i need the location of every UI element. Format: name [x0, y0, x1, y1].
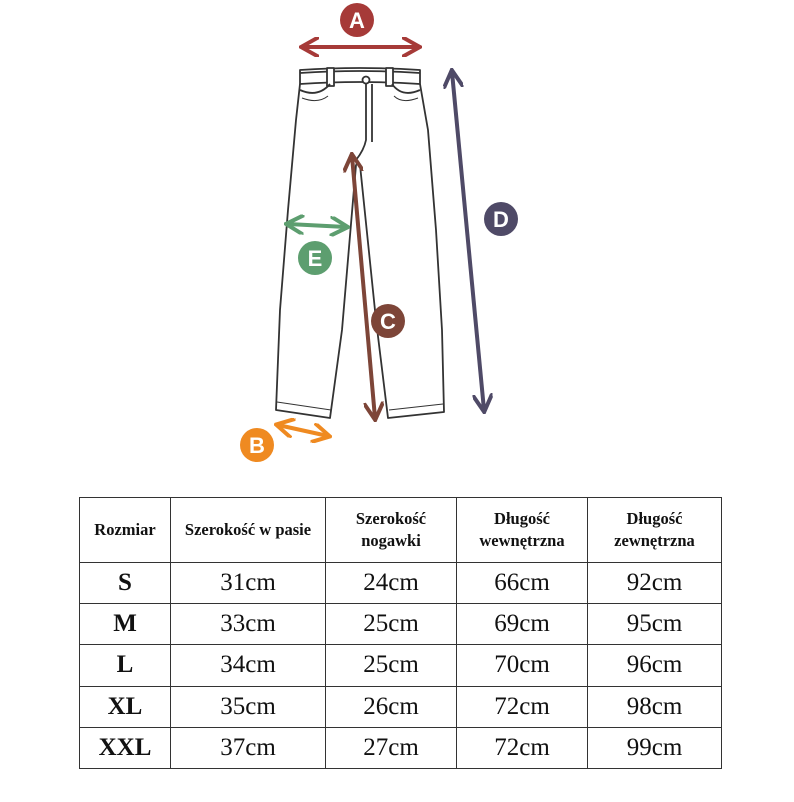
- cell-waist-width: 31cm: [171, 563, 326, 604]
- cell-leg-width: 24cm: [326, 563, 457, 604]
- header-waist-width: Szerokość w pasie: [171, 498, 326, 563]
- cell-size: XL: [80, 686, 171, 727]
- cell-inner-length: 72cm: [457, 686, 588, 727]
- arrow-e: [288, 224, 346, 227]
- cell-outer-length: 98cm: [588, 686, 722, 727]
- header-outer-length: Długość zewnętrzna: [588, 498, 722, 563]
- cell-inner-length: 69cm: [457, 604, 588, 645]
- table-row: [80, 686, 722, 727]
- table-header-row: [80, 498, 722, 563]
- table-row: [80, 563, 722, 604]
- cell-leg-width: 27cm: [326, 727, 457, 768]
- cell-outer-length: 99cm: [588, 727, 722, 768]
- cell-waist-width: 37cm: [171, 727, 326, 768]
- cell-size: M: [80, 604, 171, 645]
- cell-inner-length: 70cm: [457, 645, 588, 686]
- cell-leg-width: 25cm: [326, 645, 457, 686]
- arrow-d: [452, 72, 484, 410]
- label-a: A: [349, 8, 365, 33]
- cell-leg-width: 26cm: [326, 686, 457, 727]
- cell-waist-width: 34cm: [171, 645, 326, 686]
- size-table: [79, 497, 722, 769]
- table-row: [80, 645, 722, 686]
- label-b: B: [249, 433, 265, 458]
- cell-size: S: [80, 563, 171, 604]
- cell-outer-length: 92cm: [588, 563, 722, 604]
- label-e: E: [307, 246, 323, 271]
- cell-size: L: [80, 645, 171, 686]
- label-d: D: [493, 207, 509, 232]
- cell-size: XXL: [80, 727, 171, 768]
- cell-waist-width: 35cm: [171, 686, 326, 727]
- cell-leg-width: 25cm: [326, 604, 457, 645]
- table-row: [80, 604, 722, 645]
- arrow-b: [278, 425, 328, 436]
- table-row: [80, 727, 722, 768]
- cell-inner-length: 66cm: [457, 563, 588, 604]
- cell-waist-width: 33cm: [171, 604, 326, 645]
- cell-outer-length: 96cm: [588, 645, 722, 686]
- header-size: Rozmiar: [80, 498, 171, 563]
- header-inner-length: Długość wewnętrzna: [457, 498, 588, 563]
- label-c: C: [380, 309, 396, 334]
- cell-outer-length: 95cm: [588, 604, 722, 645]
- header-leg-width: Szerokość nogawki: [326, 498, 457, 563]
- cell-inner-length: 72cm: [457, 727, 588, 768]
